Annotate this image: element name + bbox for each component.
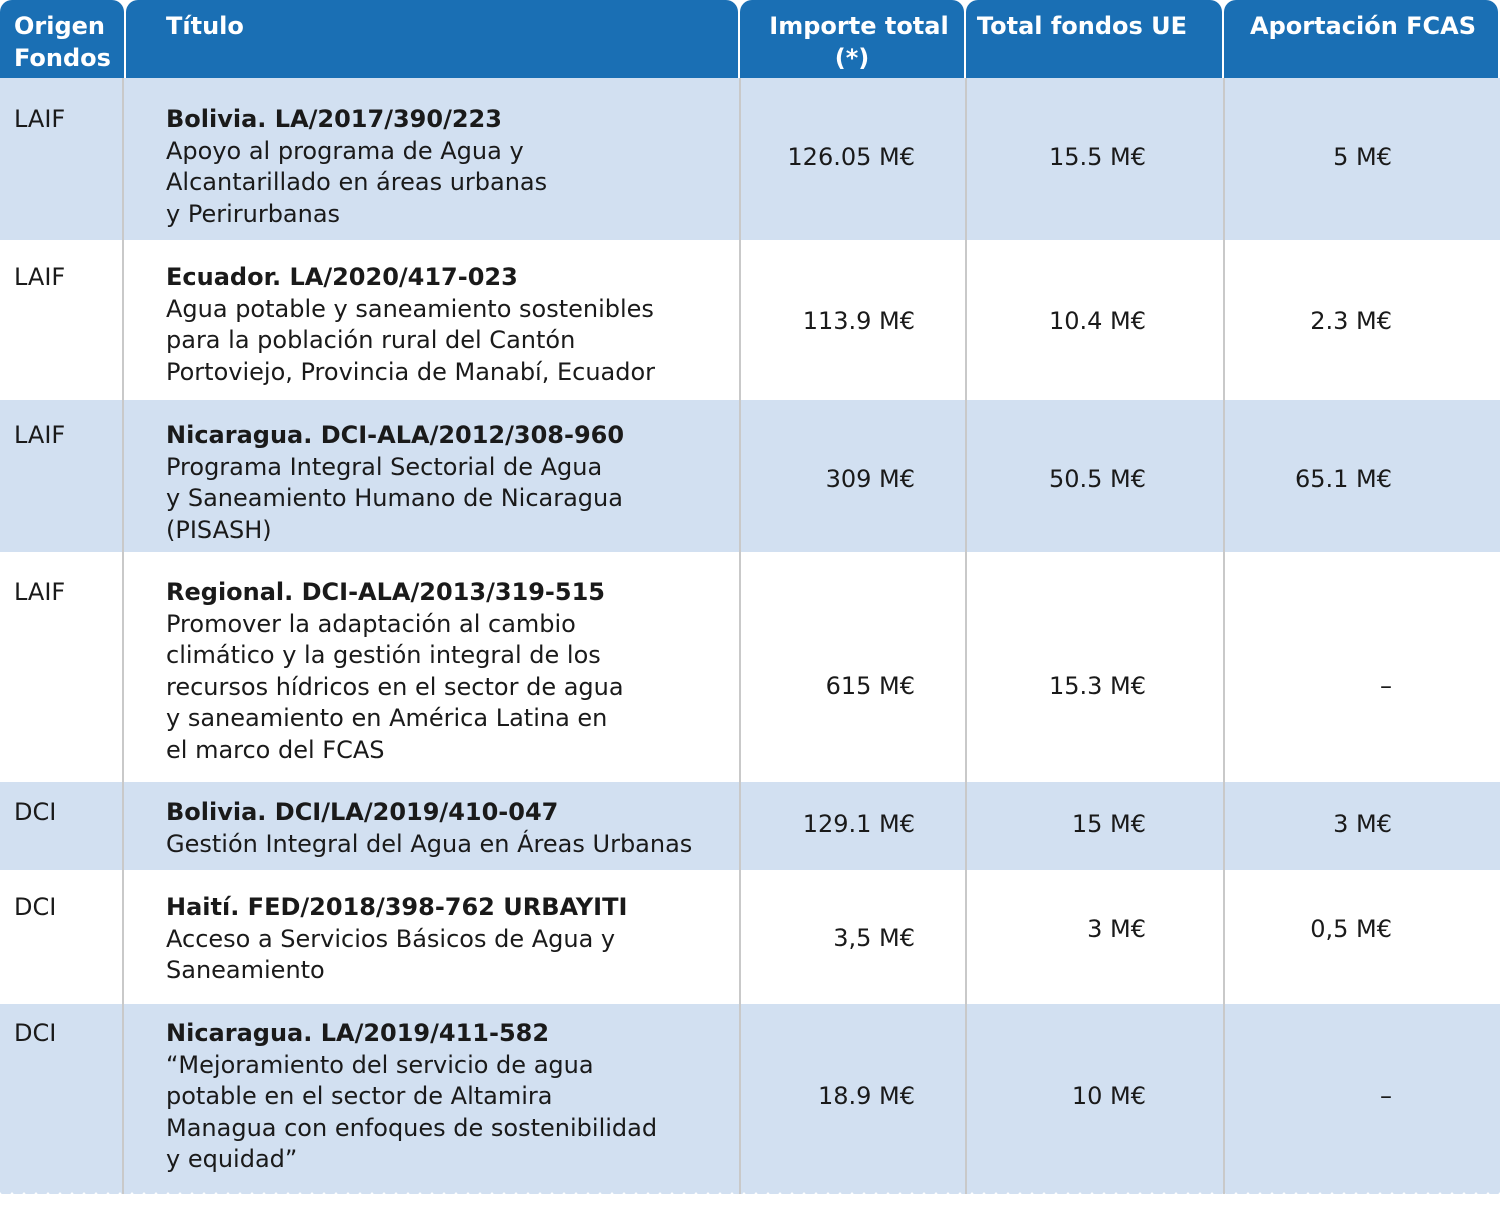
row-total-ue: 15 M€	[1071, 810, 1146, 838]
row-code: Ecuador. LA/2020/417-023	[166, 263, 518, 291]
row-title	[166, 262, 736, 388]
row-importe: 129.1 M€	[802, 810, 915, 838]
row-title	[166, 892, 736, 987]
row-total-ue: 15.3 M€	[1048, 672, 1146, 700]
row-desc-line: Acceso a Servicios Básicos de Agua y	[166, 924, 616, 953]
column-divider	[122, 78, 124, 1194]
row-origen: DCI	[14, 798, 57, 826]
row-origen: LAIF	[14, 105, 66, 133]
header-importe-line2: (*)	[834, 44, 870, 72]
table-row	[0, 552, 1500, 782]
row-desc-line: y Saneamiento Humano de Nicaragua	[166, 484, 623, 512]
row-aportacion: –	[1380, 1082, 1392, 1110]
table-row	[0, 1004, 1500, 1194]
column-divider	[739, 78, 741, 1194]
table-row	[0, 400, 1500, 552]
column-divider	[1223, 78, 1225, 1194]
row-desc-line: Gestión Integral del Agua en Áreas Urbanas	[166, 829, 693, 858]
header-total-ue	[966, 0, 1222, 78]
row-title	[166, 1018, 736, 1176]
row-aportacion: 5 M€	[1333, 143, 1392, 171]
row-importe: 126.05 M€	[787, 143, 915, 171]
header-aportacion	[1224, 0, 1498, 78]
row-desc-line: y equidad”	[166, 1145, 298, 1173]
table-row	[0, 240, 1500, 400]
header-titulo	[126, 0, 738, 78]
row-desc-line: climático y la gestión integral de los	[166, 641, 601, 669]
table-row	[0, 782, 1500, 870]
table-row	[0, 870, 1500, 1004]
row-title	[166, 104, 736, 230]
row-desc-line: (PISASH)	[166, 515, 272, 544]
row-origen: DCI	[14, 893, 57, 921]
row-desc-line: Saneamiento	[166, 956, 325, 984]
row-desc-line: para la población rural del Cantón	[166, 326, 576, 354]
header-titulo-label: Título	[166, 12, 244, 40]
header-origen	[0, 0, 124, 78]
row-aportacion: –	[1380, 672, 1392, 700]
header-origen-line1: Origen	[14, 12, 106, 40]
row-origen: LAIF	[14, 578, 66, 606]
column-divider	[965, 78, 967, 1194]
row-code: Bolivia. DCI/LA/2019/410-047	[166, 798, 559, 826]
row-total-ue: 15.5 M€	[1048, 143, 1146, 171]
row-separator-wave	[0, 236, 1500, 244]
row-importe: 3,5 M€	[833, 924, 915, 952]
header-origen-line2: Fondos	[14, 44, 111, 72]
header-total-ue-label: Total fondos UE	[976, 12, 1188, 40]
row-desc-line: Promover la adaptación al cambio	[166, 609, 576, 638]
row-desc-line: Portoviejo, Provincia de Manabí, Ecuador	[166, 357, 656, 386]
row-importe: 113.9 M€	[802, 307, 915, 335]
row-desc-line: el marco del FCAS	[166, 735, 385, 764]
row-title	[166, 420, 736, 546]
row-code: Nicaragua. LA/2019/411-582	[166, 1019, 550, 1047]
row-aportacion: 0,5 M€	[1310, 915, 1392, 943]
row-total-ue: 10 M€	[1071, 1082, 1146, 1110]
row-desc-line: recursos hídricos en el sector de agua	[166, 672, 624, 701]
row-aportacion: 65.1 M€	[1294, 465, 1392, 493]
row-desc-line: potable en el sector de Altamira	[166, 1082, 553, 1110]
row-desc-line: Programa Integral Sectorial de Agua	[166, 452, 603, 481]
row-aportacion: 3 M€	[1333, 810, 1392, 838]
row-total-ue: 3 M€	[1087, 915, 1146, 943]
row-desc-line: Alcantarillado en áreas urbanas	[166, 168, 548, 196]
table-bottom-wave	[0, 1192, 1500, 1200]
row-origen: DCI	[14, 1019, 57, 1047]
row-code: Bolivia. LA/2017/390/223	[166, 105, 502, 133]
row-total-ue: 50.5 M€	[1048, 465, 1146, 493]
row-code: Nicaragua. DCI-ALA/2012/308-960	[166, 421, 625, 449]
row-desc-line: y Perirurbanas	[166, 199, 341, 228]
row-importe: 309 M€	[825, 465, 915, 493]
row-aportacion: 2.3 M€	[1310, 307, 1392, 335]
row-desc-line: Apoyo al programa de Agua y	[166, 136, 524, 165]
header-aportacion-label: Aportación FCAS	[1250, 12, 1476, 40]
row-importe: 615 M€	[825, 672, 915, 700]
row-origen: LAIF	[14, 263, 66, 291]
row-desc-line: y saneamiento en América Latina en	[166, 704, 608, 732]
row-desc-line: “Mejoramiento del servicio de agua	[166, 1050, 594, 1079]
row-total-ue: 10.4 M€	[1048, 307, 1146, 335]
row-title	[166, 577, 736, 766]
row-code: Haití. FED/2018/398-762 URBAYITI	[166, 893, 628, 921]
header-importe	[740, 0, 964, 78]
row-desc-line: Agua potable y saneamiento sostenibles	[166, 294, 654, 323]
row-code: Regional. DCI-ALA/2013/319-515	[166, 578, 605, 606]
row-title	[166, 797, 766, 860]
row-desc-line: Managua con enfoques de sostenibilidad	[166, 1113, 658, 1142]
row-origen: LAIF	[14, 421, 66, 449]
row-importe: 18.9 M€	[817, 1082, 915, 1110]
table-row	[0, 78, 1500, 240]
header-importe-line1: Importe total	[769, 12, 949, 40]
